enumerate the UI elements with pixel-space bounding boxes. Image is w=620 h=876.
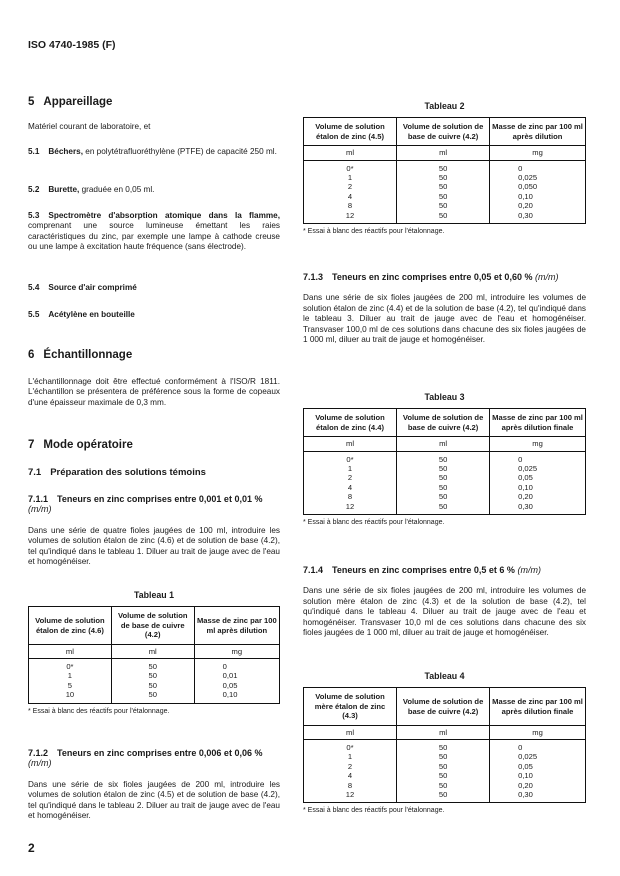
section-7-1-heading [28,468,280,478]
table-cell: 2 [304,762,397,771]
unit-cell: mg [490,725,586,739]
table-cell: 0,025 [490,752,586,761]
table-cell: 50 [111,671,194,680]
table-cell: 50 [397,160,490,173]
table-cell: 0,10 [194,690,279,703]
table-cell: 0,025 [490,464,586,473]
table-caption: Tableau 1 [134,590,174,600]
section-7-heading [28,440,280,450]
table-row [304,173,586,182]
table-header-row [29,607,280,644]
unit-cell: ml [304,725,397,739]
column-header: Volume de solution de base de cuivre (4.2) [397,688,490,725]
table-caption: Tableau 2 [424,101,465,111]
table-cell: 0,10 [490,771,586,780]
table-cell: 12 [304,502,397,515]
subsection-number: 7.1.2 [28,748,49,758]
item-number: 5.4 [28,283,40,292]
table-cell: 2 [304,473,397,482]
table-4-block [303,671,586,817]
table-cell: 5 [29,681,112,690]
unit-cell: mg [194,644,279,658]
section-number: 7 [28,439,35,451]
unit-cell: ml [397,725,490,739]
table-cell: 0* [304,160,397,173]
table-cell: 0 [490,740,586,753]
table-cell: 0* [304,451,397,464]
data-table [303,687,586,803]
item-text: en polytétrafluoréthylène (PTFE) de capacité 250 ml. [82,147,277,156]
table-cell: 1 [304,173,397,182]
column-header: Masse de zinc par 100 ml après dilution [490,118,586,146]
table-cell: 50 [397,781,490,790]
table-cell: 0* [29,659,112,672]
table-row [304,781,586,790]
table-cell: 0* [304,740,397,753]
table-cell: 0,30 [490,211,586,224]
data-table [303,117,586,224]
table-cell: 50 [111,690,194,703]
table-row [304,451,586,464]
section-title: Échantillonnage [43,349,133,361]
table-row [304,211,586,224]
unit-cell: ml [397,437,490,451]
table-cell: 50 [397,502,490,515]
item-title: Source d'air comprimé [48,283,137,292]
table-row [304,502,586,515]
item-title: Béchers, [48,147,83,156]
unit-label: (m/m) [28,504,52,515]
table-cell: 4 [304,483,397,492]
table-cell: 8 [304,492,397,501]
table-cell: 0,30 [490,502,586,515]
unit-row [304,146,586,160]
subsection-heading [28,494,280,515]
subsection-7-1-2 [28,748,280,821]
table-row [304,771,586,780]
subsection-title: Teneurs en zinc comprises entre 0,001 et 0,01 % [57,494,263,504]
table-cell: 0,01 [194,671,279,680]
unit-label: (m/m) [517,565,541,575]
unit-cell: ml [111,644,194,658]
section-number: 6 [28,349,35,361]
item-5-4 [28,283,280,293]
table-cell: 0,20 [490,201,586,210]
table-row [304,201,586,210]
item-5-5 [28,310,280,320]
unit-cell: ml [304,437,397,451]
table-2-block [303,101,586,237]
item-5-1 [28,147,280,157]
table-cell: 50 [397,192,490,201]
table-cell: 1 [29,671,112,680]
table-cell: 12 [304,790,397,803]
column-header: Masse de zinc par 100 ml après dilution finale [490,409,586,437]
subsection-number: 7.1.1 [28,494,49,504]
table-row [304,160,586,173]
table-cell: 0,30 [490,790,586,803]
column-header: Masse de zinc par 100 ml après dilution finale [490,688,586,725]
subsection-text: Dans une série de six fioles jaugées de 200 ml, introduire les volumes de solution mère étalon de zinc (4.3) et de la solution de base (4.2), tel qu'indiqué dans le tableau 4. Diluer au trait de jauge avec de l'eau et homogénéiser. Transvaser 10,0 ml de ces solutions dans chacune des six fioles jaugées de 1 000 ml, diluer au trait de jauge et homogénéiser. [303,586,586,638]
page-number: 2 [28,841,35,855]
section-6-heading [28,350,280,360]
table-cell: 0,050 [490,182,586,191]
table-row [304,790,586,803]
table-cell: 8 [304,781,397,790]
table-cell: 12 [304,211,397,224]
table-header-row [304,688,586,725]
table-cell: 0,10 [490,192,586,201]
table-cell: 50 [397,173,490,182]
table-3-block [303,392,586,528]
subsection-heading [28,748,280,769]
table-cell: 4 [304,192,397,201]
section-6-text: L'échantillonnage doit être effectué conformément à l'ISO/R 1811. L'échantillon se présentera de préférence sous la forme de copeaux d'une épaisseur maximale de 0,3 mm. [28,377,280,407]
subsection-title: Teneurs en zinc comprises entre 0,006 et 0,06 % [57,748,263,758]
section-title: Mode opératoire [43,439,133,451]
table-cell: 50 [397,211,490,224]
subsection-7-1-4 [303,565,586,638]
table-cell: 50 [111,681,194,690]
subsection-title: Teneurs en zinc comprises entre 0,05 et 0,60 % [332,272,533,282]
column-header: Volume de solution étalon de zinc (4.5) [304,118,397,146]
table-row [304,492,586,501]
table-caption: Tableau 4 [424,671,465,681]
item-number: 5.3 [28,211,40,220]
section-5-heading [28,97,280,107]
table-cell: 50 [397,752,490,761]
unit-label: (m/m) [28,758,52,769]
unit-row [29,644,280,658]
item-5-2 [28,185,280,195]
table-header-row [304,118,586,146]
document-header: ISO 4740-1985 (F) [28,39,116,51]
table-row [304,752,586,761]
table-cell: 50 [397,492,490,501]
table-cell: 50 [397,790,490,803]
subsection-text: Dans une série de quatre fioles jaugées de 100 ml, introduire les volumes de solution étalon de zinc (4.6) et de solution de base (4.2), tel qu'indiqué dans le tableau 1. Diluer au trait de jauge avec de l'eau et homogénéiser. [28,525,280,567]
column-header: Volume de solution de base de cuivre (4.2) [397,118,490,146]
table-cell: 50 [397,182,490,191]
table-cell: 0,05 [490,473,586,482]
unit-row [304,725,586,739]
unit-label: (m/m) [534,272,559,282]
table-cell: 0 [194,659,279,672]
data-table [28,606,280,703]
subsection-text: Dans une série de six fioles jaugées de 200 ml, introduire les volumes de solution étalon de zinc (4.5) et de solution de base (4.2), tel qu'indiqué dans le tableau 2. Diluer au trait de jauge avec de l'eau et homogénéiser. [28,779,280,821]
section-title: Appareillage [43,96,113,108]
item-title: Spectromètre d'absorption atomique dans la flamme, [48,211,280,220]
item-title: Acétylène en bouteille [48,310,135,319]
table-cell: 0,20 [490,781,586,790]
column-header: Masse de zinc par 100 ml après dilution [194,607,279,644]
table-cell: 0 [490,160,586,173]
unit-cell: ml [397,146,490,160]
table-row [29,681,280,690]
section-5-intro: Matériel courant de laboratoire, et [28,122,151,131]
table-footnote: * Essai à blanc des réactifs pour l'étalonnage. [303,228,445,236]
table-cell: 50 [397,762,490,771]
column-header: Volume de solution de base de cuivre (4.2) [397,409,490,437]
item-5-3 [28,211,280,253]
table-row [304,473,586,482]
subsection-number: 7.1.4 [303,565,324,575]
table-cell: 0,05 [490,762,586,771]
table-cell: 1 [304,752,397,761]
section-number: 7.1 [28,467,42,478]
table-row [304,464,586,473]
table-cell: 50 [397,740,490,753]
unit-cell: mg [490,437,586,451]
column-header: Volume de solution mère étalon de zinc (4.3) [304,688,397,725]
item-text: graduée en 0,05 ml. [79,185,155,194]
column-header: Volume de solution étalon de zinc (4.6) [29,607,112,644]
subsection-text: Dans une série de six fioles jaugées de 200 ml, introduire les volumes de solution étalon de zinc (4.4) et de la solution de base (4.2), tel qu'indiqué dans le tableau 3. Diluer au trait de jauge avec de l'eau et homogénéiser. Transvaser 100,0 ml de ces solutions dans chacune des six fioles jaugées de 1 000 ml, diluer au trait de jauge et homogénéiser. [303,293,586,345]
subsection-7-1-1 [28,494,280,567]
table-row [304,762,586,771]
table-cell: 50 [397,483,490,492]
table-cell: 0,025 [490,173,586,182]
table-cell: 50 [397,451,490,464]
table-cell: 50 [397,464,490,473]
table-cell: 1 [304,464,397,473]
table-row [29,659,280,672]
table-cell: 0,10 [490,483,586,492]
item-text: comprenant une source lumineuse émettant les raies caractéristiques du zinc, par exemple une lampe à cathode creuse ou une lampe à excitation haute fréquence (sans électrode). [28,221,280,252]
table-row [304,192,586,201]
table-cell: 50 [397,771,490,780]
table-footnote: * Essai à blanc des réactifs pour l'étalonnage. [303,519,445,527]
table-cell: 0,05 [194,681,279,690]
table-cell: 10 [29,690,112,703]
column-header: Volume de solution étalon de zinc (4.4) [304,409,397,437]
data-table [303,408,586,515]
table-cell: 0 [490,451,586,464]
table-footnote: * Essai à blanc des réactifs pour l'étalonnage. [303,807,445,815]
column-header: Volume de solution de base de cuivre (4.2) [111,607,194,644]
subsection-title: Teneurs en zinc comprises entre 0,5 et 6 % [332,565,515,575]
subsection-number: 7.1.3 [303,272,324,282]
unit-cell: mg [490,146,586,160]
unit-row [304,437,586,451]
section-title: Préparation des solutions témoins [50,467,206,478]
table-cell: 0,20 [490,492,586,501]
table-1-block [28,590,280,717]
subsection-heading [303,565,586,575]
unit-cell: ml [304,146,397,160]
table-cell: 8 [304,201,397,210]
unit-cell: ml [29,644,112,658]
table-cell: 2 [304,182,397,191]
table-row [29,690,280,703]
subsection-heading [303,272,586,282]
table-cell: 50 [111,659,194,672]
table-cell: 50 [397,201,490,210]
subsection-7-1-3 [303,272,586,345]
table-row [304,182,586,191]
table-cell: 4 [304,771,397,780]
table-row [304,483,586,492]
table-footnote: * Essai à blanc des réactifs pour l'étalonnage. [28,707,170,715]
section-number: 5 [28,96,35,108]
table-cell: 50 [397,473,490,482]
item-number: 5.1 [28,147,40,156]
table-row [304,740,586,753]
table-caption: Tableau 3 [424,392,465,402]
table-header-row [304,409,586,437]
table-row [29,671,280,680]
item-title: Burette, [48,185,80,194]
item-number: 5.2 [28,185,40,194]
item-number: 5.5 [28,310,40,319]
